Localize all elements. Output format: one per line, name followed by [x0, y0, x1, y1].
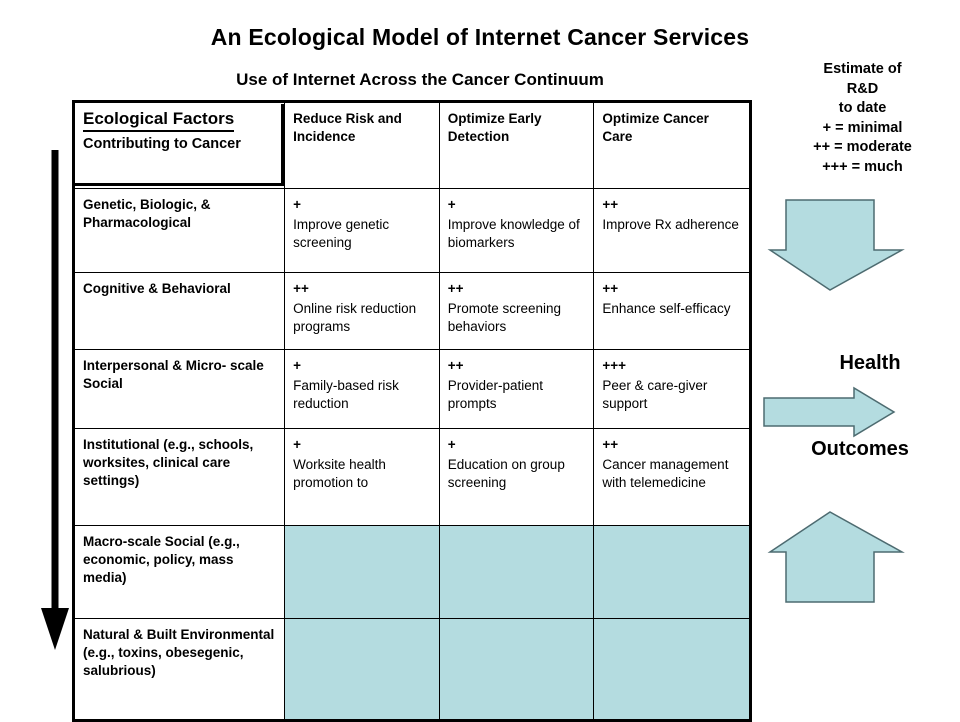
cell-text: Peer & care-giver support [602, 378, 708, 412]
row-factor-genetic: Genetic, Biologic, & Pharmacological [75, 189, 285, 272]
header-cell-reduce-risk: Reduce Risk and Incidence [285, 103, 440, 188]
cell-cognitive-early-detection [440, 273, 595, 349]
rating: + [293, 197, 301, 212]
table-row [75, 619, 749, 719]
row-factor-macro-social: Macro-scale Social (e.g., economic, policy, mass media) [75, 526, 285, 618]
right-arrow-icon [762, 386, 912, 438]
health-label: Health [839, 352, 901, 374]
header-cell-early-detection: Optimize Early Detection [440, 103, 595, 188]
header-cell-cancer-care: Optimize Cancer Care [602, 111, 709, 145]
ecological-factors-subtitle: Contributing to Cancer [83, 136, 241, 153]
rating: ++ [293, 281, 309, 296]
rating: +++ [602, 358, 627, 373]
legend-line-3: to date [838, 100, 887, 117]
cell-text: Improve Rx adherence [602, 217, 739, 233]
rating: + [293, 437, 301, 452]
cell-interpersonal-reduce-risk [285, 350, 440, 428]
up-arrow-icon [762, 510, 912, 606]
rating: ++ [602, 197, 619, 212]
cell-text: Family-based risk reduction [293, 378, 399, 412]
rating: + [447, 197, 456, 212]
table-row [75, 273, 749, 350]
cell-text: Improve genetic screening [293, 217, 390, 251]
ecological-factors-label [72, 104, 284, 186]
cell-genetic-reduce-risk [285, 189, 440, 272]
cell-institutional-cancer-care [594, 429, 749, 525]
cell-text: Education on group screening [447, 457, 565, 491]
cell-macro-reduce-risk [285, 526, 440, 618]
rating: ++ [602, 437, 619, 452]
rating: ++ [602, 281, 619, 296]
down-arrow-icon [762, 196, 912, 294]
legend-line-6: +++ = much [822, 158, 903, 175]
cell-institutional-reduce-risk [285, 429, 440, 525]
cell-text: Online risk reduction programs [293, 301, 417, 335]
cell-text: Enhance self-efficacy [602, 301, 731, 317]
cell-text: Worksite health promotion to [293, 457, 386, 491]
cell-interpersonal-cancer-care [594, 350, 749, 428]
outcomes-label: Outcomes [811, 438, 909, 460]
cell-macro-cancer-care [594, 526, 749, 618]
cell-text: Improve knowledge of biomarkers [447, 217, 580, 251]
ecological-model-table [72, 100, 752, 722]
row-factor-natural-built: Natural & Built Environmental (e.g., toxins, obesegenic, salubrious) [75, 619, 285, 719]
cell-text: Provider-patient prompts [447, 378, 544, 412]
row-factor-institutional: Institutional (e.g., schools, worksites, clinical care settings) [75, 429, 285, 525]
cell-text: Promote screening behaviors [447, 301, 562, 335]
legend [770, 60, 955, 177]
row-factor-interpersonal: Interpersonal & Micro- scale Social [75, 350, 285, 428]
rating: ++ [447, 358, 464, 373]
table-row [75, 429, 749, 526]
cell-text: Cancer management with telemedicine [602, 457, 729, 491]
row-factor-cognitive: Cognitive & Behavioral [75, 273, 285, 349]
page-subtitle: Use of Internet Across the Cancer Continuum [236, 70, 604, 89]
cell-macro-early-detection [440, 526, 595, 618]
cell-interpersonal-early-detection [440, 350, 595, 428]
vertical-scale-arrow-icon [40, 150, 70, 650]
legend-line-5: ++ = moderate [813, 139, 912, 156]
cell-natural-reduce-risk [285, 619, 440, 719]
table-row [75, 189, 749, 273]
cell-genetic-cancer-care [594, 189, 749, 272]
legend-line-2: R&D [846, 80, 879, 97]
ecological-factors-title: Ecological Factors [83, 108, 234, 132]
rating: + [447, 437, 456, 452]
cell-natural-early-detection [440, 619, 595, 719]
page-title: An Ecological Model of Internet Cancer Services [210, 24, 750, 50]
table-row [75, 350, 749, 429]
table-row [75, 526, 749, 619]
cell-cognitive-cancer-care [594, 273, 749, 349]
cell-natural-cancer-care [594, 619, 749, 719]
cell-genetic-early-detection [440, 189, 595, 272]
rating: ++ [447, 281, 464, 296]
cell-cognitive-reduce-risk [285, 273, 440, 349]
rating: + [293, 358, 301, 373]
legend-line-4: + = minimal [822, 119, 903, 136]
legend-line-1: Estimate of [823, 61, 902, 77]
cell-institutional-early-detection [440, 429, 595, 525]
